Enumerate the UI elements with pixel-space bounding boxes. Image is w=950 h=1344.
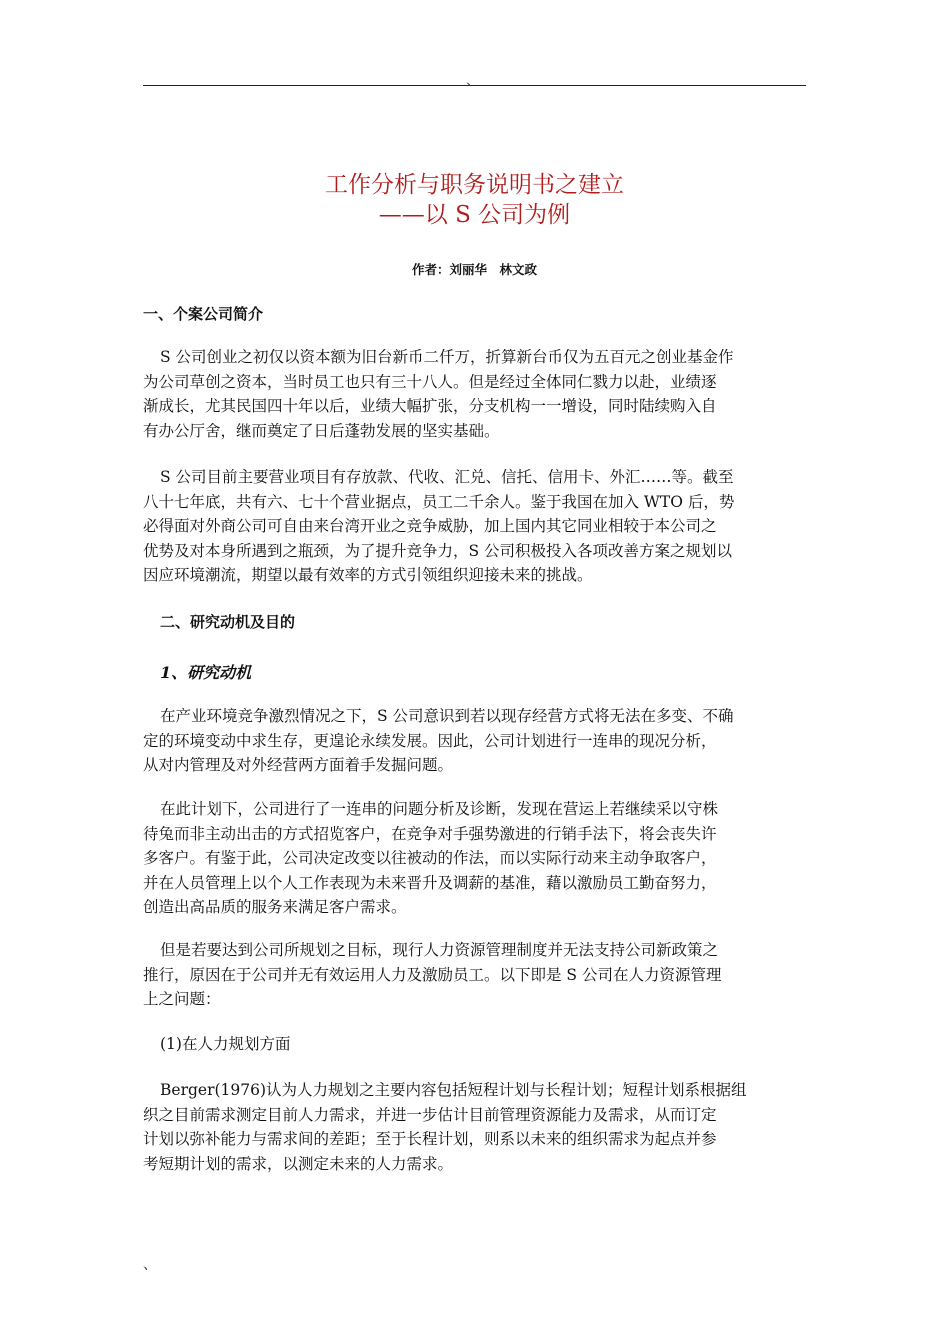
text-line: 推行，原因在于公司并无有效运用人力及激励员工。以下即是 S 公司在人力资源管理 [143, 965, 722, 984]
text-line: 上之问题： [143, 990, 221, 1008]
text-line: 有办公厅舍，继而奠定了日后蓬勃发展的坚实基础。 [143, 421, 500, 440]
text-line: Berger(1976)认为人力规划之主要内容包括短程计划与长程计划；短程计划系根据组 [160, 1081, 747, 1099]
text-line: (1)在人力规划方面 [160, 1035, 291, 1053]
text-line: 并在人员管理上以个人工作表现为未来晋升及调薪的基准，藉以激励员工勤奋努力， [143, 873, 717, 892]
text-line: S 公司创业之初仅以资本额为旧台新币二仟万，折算新台币仅为五百元之创业基金作 [160, 348, 734, 366]
footer-mark: 、 [143, 1257, 157, 1273]
text-line: 待兔而非主动出击的方式招览客户，在竞争对手强势激进的行销手法下，将会丧失许 [143, 824, 717, 843]
header-mark: 、 [466, 73, 480, 89]
text-line: S 公司目前主要营业项目有存放款、代收、汇兑、信托、信用卡、外汇……等。截至 [160, 468, 734, 486]
paragraph [143, 938, 806, 1012]
text-line: 在此计划下，公司进行了一连串的问题分析及诊断，发现在营运上若继续采以守株 [160, 800, 719, 818]
title-line-2: ——以 S 公司为例 [378, 202, 571, 228]
section-heading-company-intro: 一、个案公司简介 [143, 305, 264, 323]
list-item-manpower-planning [143, 1032, 806, 1057]
text-line: 因应环境潮流，期望以最有效率的方式引领组织迎接未来的挑战。 [143, 566, 593, 584]
text-line: 但是若要达到公司所规划之目标，现行人力资源管理制度并无法支持公司新政策之 [160, 941, 719, 959]
paragraph [143, 465, 806, 588]
text-line: 八十七年底，共有六、七十个营业据点，员工二千余人。鉴于我国在加入 WTO 后，势 [143, 492, 735, 511]
authors: 作者：刘丽华 林文政 [411, 262, 537, 277]
text-line: 必得面对外商公司可自由来台湾开业之竞争威胁，加上国内其它同业相较于本公司之 [143, 517, 717, 535]
text-line: 织之目前需求测定目前人力需求，并进一步估计目前管理资源能力及需求，从而订定 [143, 1105, 717, 1124]
text-line: 为公司草创之资本，当时员工也只有三十八人。但是经过全体同仁戮力以赴，业绩逐 [143, 372, 717, 391]
paragraph [143, 1078, 806, 1176]
document-title [143, 170, 806, 230]
text-line: 计划以弥补能力与需求间的差距；至于长程计划，则系以未来的组织需求为起点并参 [143, 1130, 717, 1148]
section-heading-research-motivation: 二、研究动机及目的 [160, 613, 296, 631]
title-line-1: 工作分析与职务说明书之建立 [325, 172, 624, 198]
paragraph [143, 345, 806, 443]
paragraph [143, 704, 806, 778]
paragraph [143, 797, 806, 920]
text-line: 定的环境变动中求生存，更遑论永续发展。因此，公司计划进行一连串的现况分析， [143, 731, 717, 750]
text-line: 多客户。有鉴于此，公司决定改变以往被动的作法，而以实际行动来主动争取客户， [143, 849, 717, 867]
text-line: 从对内管理及对外经营两方面着手发掘问题。 [143, 756, 454, 774]
text-line: 优势及对本身所遇到之瓶颈，为了提升竞争力，S 公司积极投入各项改善方案之规划以 [143, 541, 733, 560]
text-line: 在产业环境竞争激烈情况之下，S 公司意识到若以现存经营方式将无法在多变、不确 [160, 707, 734, 725]
header-rule [143, 85, 806, 86]
text-line: 创造出高品质的服务来满足客户需求。 [143, 898, 407, 916]
subheading-research-motivation: 1、研究动机 [160, 663, 252, 682]
text-line: 考短期计划的需求，以测定未来的人力需求。 [143, 1154, 454, 1173]
text-line: 渐成长，尤其民国四十年以后，业绩大幅扩张，分支机构一一增设，同时陆续购入自 [143, 397, 717, 415]
